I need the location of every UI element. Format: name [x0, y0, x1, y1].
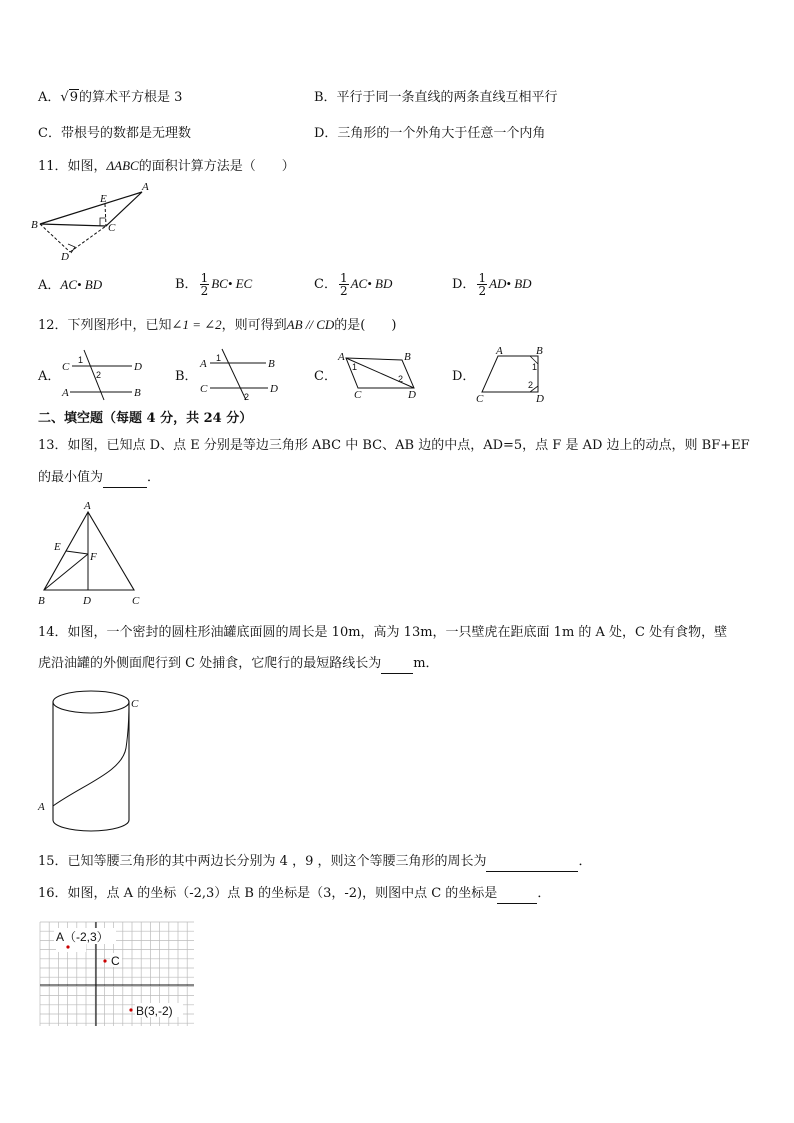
label-c: C [131, 698, 139, 710]
q11-option-a [38, 276, 102, 295]
cylinder-bottom [53, 820, 129, 831]
answer-blank [497, 885, 537, 904]
q12-figure-a [58, 346, 148, 402]
label-a: A [38, 801, 45, 813]
answer-blank [103, 469, 147, 488]
label-d: D [83, 595, 91, 607]
q10-option-a [38, 89, 182, 107]
svg-text:1: 1 [216, 353, 222, 363]
q11-stem-math: ΔABC [106, 158, 139, 173]
q12-option-b-letter: B． [175, 369, 198, 384]
fraction-one-half [477, 272, 487, 297]
label-e: E [100, 193, 107, 205]
right-angle-mark-c [100, 218, 106, 226]
q11-b-expr: BC• EC [211, 276, 253, 291]
q12-figure-b [196, 346, 286, 402]
q12-figure-c [336, 348, 426, 404]
svg-text:1: 1 [78, 355, 84, 365]
label-b: B [38, 595, 45, 607]
q10-option-c: C．带根号的数都是无理数 [38, 126, 191, 141]
q10-a-letter: A． [38, 90, 61, 105]
svg-text:2: 2 [96, 370, 102, 380]
frac-den: 2 [339, 284, 348, 298]
q11-a-letter: A． [38, 278, 61, 293]
q12-stem-suffix: 的是( ) [334, 318, 397, 333]
section-title: 二、填空题（每题 4 分，共 24 分） [38, 411, 253, 426]
svg-text:B: B [404, 351, 411, 363]
q15-text [38, 853, 592, 872]
q11-figure [30, 178, 160, 268]
shortest-path-curve [53, 702, 129, 806]
q11-stem-prefix: 11．如图， [38, 159, 107, 174]
height-ec [105, 204, 106, 226]
q13-line2-suffix: ． [147, 470, 161, 485]
q13-line1: 13．如图，已知点 D、点 E 分别是等边三角形 ABC 中 BC、AB 边的中点，AD=5，点 F 是 AD 边上的动点，则 BF+EF [38, 438, 750, 453]
label-a: A [84, 500, 91, 512]
segment-ef [66, 551, 88, 554]
segment-bf [44, 554, 88, 590]
q14-line1: 14．如图，一个密封的圆柱形油罐底面圆的周长是 10m，高为 13m，一只壁虎在距底面 1m 的 A 处，C 处有食物，壁 [38, 625, 728, 640]
q16-figure-grid [40, 922, 196, 1028]
frac-den: 2 [478, 284, 487, 298]
svg-text:D: D [536, 393, 544, 405]
q11-b-letter: B． [175, 277, 198, 292]
q14-line2-prefix: 虎沿油罐的外侧面爬行到 C 处捕食，它爬行的最短路线长为 [38, 656, 382, 671]
q12-stem-concl: AB // CD [286, 317, 335, 332]
svg-text:2: 2 [398, 374, 404, 384]
q11-c-expr: AC• BD [350, 276, 393, 291]
q10-option-b: B．平行于同一条直线的两条直线互相平行 [314, 90, 558, 105]
q14-line2-suffix: m． [413, 656, 439, 671]
q12-stem-mid: ，则可得到 [221, 318, 287, 333]
svg-text:2: 2 [244, 392, 250, 402]
q11-d-expr: AD• BD [489, 276, 532, 291]
q13-figure [34, 498, 154, 610]
cylinder-top [53, 691, 129, 713]
q11-a-expr: AC• BD [60, 277, 103, 292]
frac-num: 1 [339, 271, 348, 285]
q11-d-letter: D． [452, 277, 476, 292]
svg-text:C: C [354, 389, 362, 401]
q14-line2 [38, 655, 439, 674]
svg-text:B: B [134, 387, 141, 399]
svg-text:C: C [200, 383, 208, 395]
q10-a-radicand: 9 [69, 90, 78, 105]
q11-option-c [314, 268, 392, 301]
svg-text:1: 1 [352, 362, 358, 372]
label-c: C [111, 954, 120, 968]
q12-option-d-letter: D． [452, 369, 476, 384]
svg-text:A: A [62, 387, 69, 399]
q11-c-letter: C． [314, 277, 337, 292]
q10-a-text: 的算术平方根是 3 [78, 90, 183, 105]
q16-text [38, 885, 550, 904]
label-a: A（-2,3） [56, 930, 109, 944]
q12-stem-cond: ∠1 = ∠2 [171, 317, 222, 332]
segment-dc [70, 226, 106, 252]
q11-stem-suffix: 的面积计算方法是（ ） [138, 159, 295, 174]
label-d: D [61, 251, 69, 263]
answer-blank [381, 655, 413, 674]
segment-bd [40, 224, 70, 252]
svg-text:2: 2 [528, 380, 534, 390]
svg-text:D: D [134, 361, 142, 373]
q12-option-c-letter: C． [314, 369, 337, 384]
svg-text:1: 1 [532, 362, 538, 372]
label-e: E [54, 541, 61, 553]
label-f: F [90, 551, 97, 563]
q10-option-d: D．三角形的一个外角大于任意一个内角 [314, 126, 546, 141]
frac-num: 1 [200, 271, 209, 285]
q12-option-a-letter: A． [38, 369, 61, 384]
answer-blank [486, 853, 578, 872]
q11-option-d [452, 268, 532, 301]
svg-text:D: D [408, 389, 416, 401]
fraction-one-half [200, 272, 210, 297]
point-a [66, 945, 69, 948]
svg-text:B: B [536, 345, 543, 357]
svg-text:C: C [476, 393, 484, 405]
q12-stem-prefix: 12．下列图形中，已知 [38, 318, 172, 333]
svg-text:B: B [268, 358, 275, 370]
label-b: B [31, 219, 38, 231]
svg-text:A: A [200, 358, 207, 370]
q15-text-prefix: 15．已知等腰三角形的其中两边长分别为 4 ，9 ，则这个等腰三角形的周长为 [38, 854, 487, 869]
svg-text:A: A [496, 345, 503, 357]
q12-stem [38, 316, 396, 335]
q16-text-suffix: ． [537, 886, 551, 901]
label-c: C [132, 595, 140, 607]
svg-text:A: A [338, 351, 345, 363]
label-c: C [108, 222, 116, 234]
point-b [129, 1008, 132, 1011]
frac-den: 2 [200, 284, 209, 298]
fraction-one-half [339, 272, 349, 297]
triangle-abc [40, 192, 142, 226]
svg-text:D: D [270, 383, 278, 395]
frac-num: 1 [478, 271, 487, 285]
q11-option-b [175, 268, 252, 301]
transversal [222, 349, 246, 400]
q14-figure-cylinder [34, 688, 154, 840]
svg-text:C: C [62, 361, 70, 373]
label-b: B(3,-2) [136, 1004, 173, 1018]
q16-text-prefix: 16．如图，点 A 的坐标（-2,3）点 B 的坐标是（3，-2)，则图中点 C 的坐标是 [38, 886, 498, 901]
q15-text-suffix: ． [578, 854, 592, 869]
point-c [103, 959, 106, 962]
q12-figure-d [474, 344, 554, 406]
sqrt-symbol: √ [60, 90, 69, 105]
label-a: A [142, 181, 149, 193]
q13-line2-prefix: 的最小值为 [38, 470, 104, 485]
q13-line2 [38, 469, 160, 488]
q11-stem [38, 157, 295, 176]
